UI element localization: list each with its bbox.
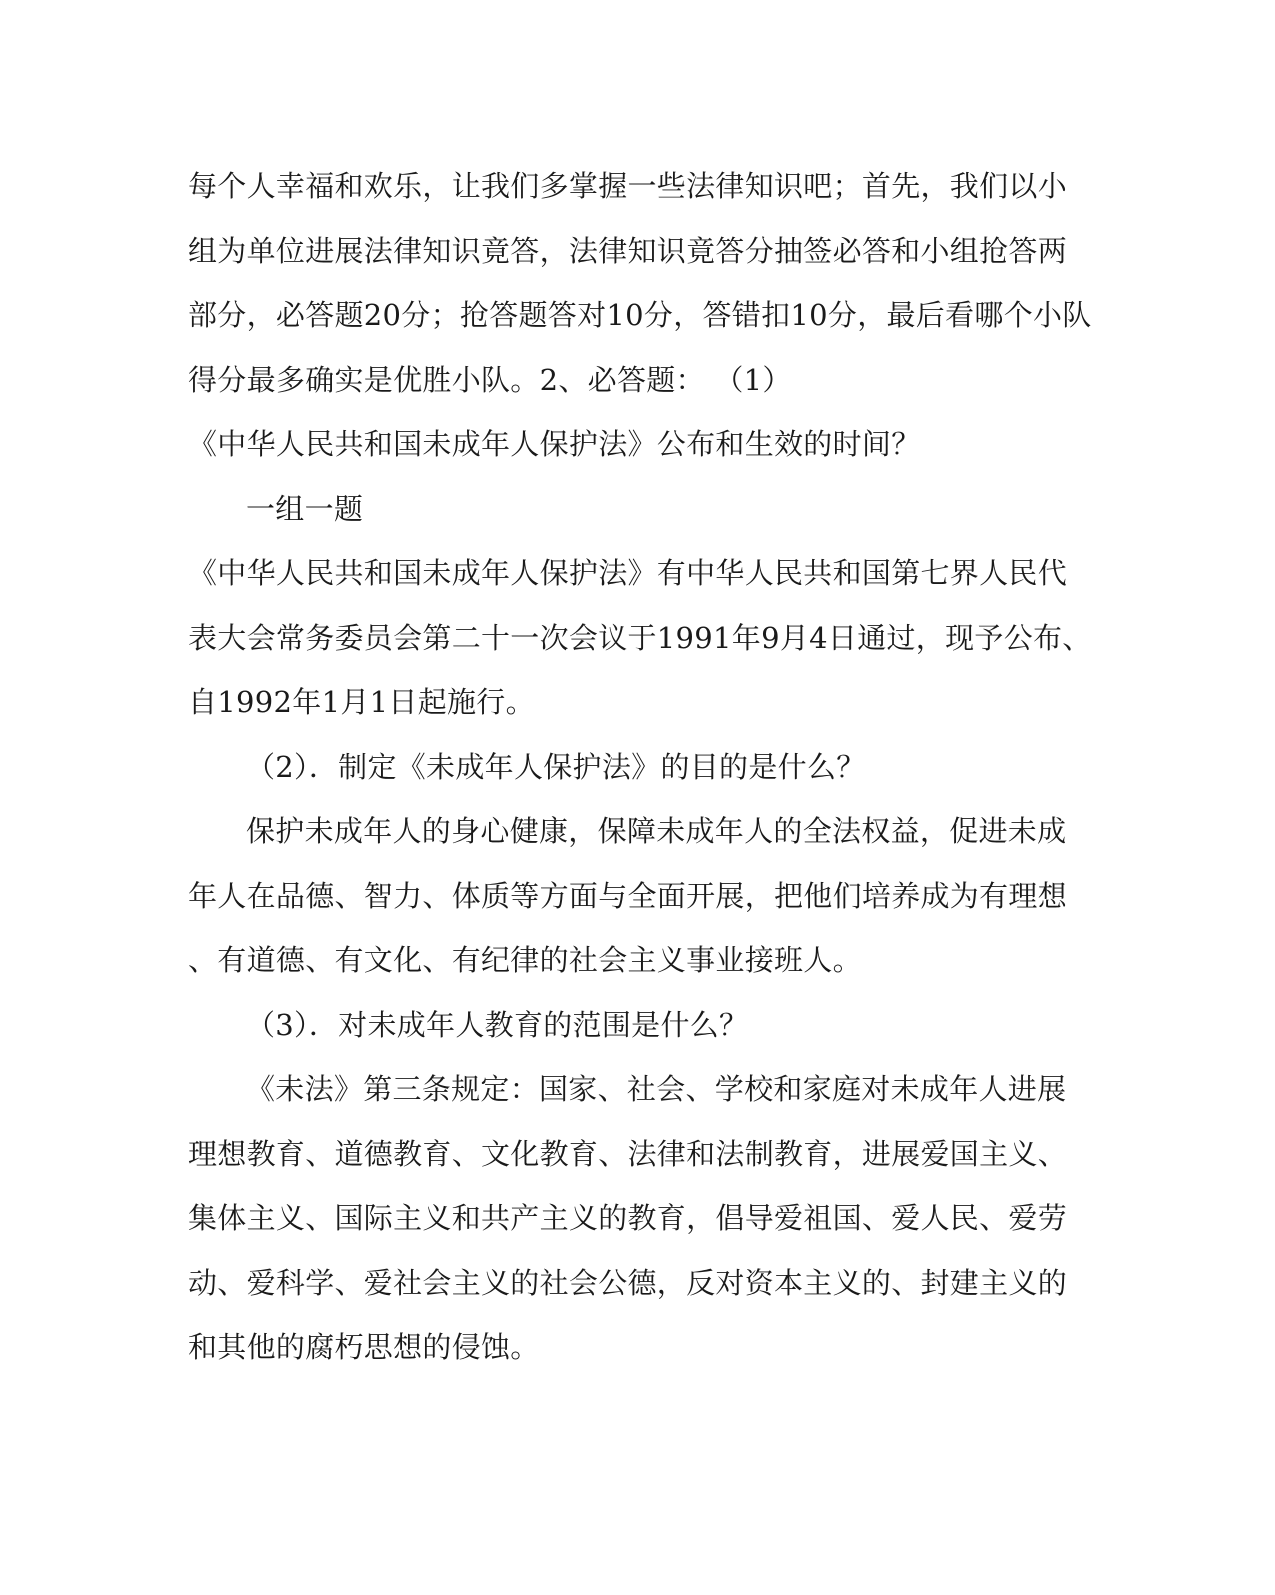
document-body [188, 154, 1092, 1380]
text-line: 集体主义、国际主义和共产主义的教育，倡导爱祖国、爱人民、爱劳 [188, 1201, 1068, 1235]
text-line: 组为单位进展法律知识竟答，法律知识竟答分抽签必答和小组抢答两 [188, 233, 1068, 268]
text-line: （2）．制定《未成年人保护法》的目的是什么？ [246, 749, 866, 784]
text-line: 每个人幸福和欢乐，让我们多掌握一些法律知识吧；首先，我们以小 [188, 169, 1068, 203]
text-line: 《中华人民共和国未成年人保护法》有中华人民共和国第七界人民代 [188, 556, 1068, 590]
text-line: 表大会常务委员会第二十一次会议于1991年9月4日通过，现予公布、 [188, 620, 1092, 655]
text-line: 《未法》第三条规定：国家、社会、学校和家庭对未成年人进展 [246, 1072, 1067, 1106]
text-line: 年人在品德、智力、体质等方面与全面开展，把他们培养成为有理想 [188, 878, 1068, 913]
text-line: 和其他的腐朽思想的侵蚀。 [188, 1330, 540, 1364]
text-line: 、有道德、有文化、有纪律的社会主义事业接班人。 [188, 943, 862, 977]
text-line: 一组一题 [246, 491, 364, 526]
text-line: 《中华人民共和国未成年人保护法》公布和生效的时间？ [188, 427, 921, 461]
text-line: 保护未成年人的身心健康，保障未成年人的全法权益，促进未成 [246, 814, 1067, 848]
text-line: 动、爱科学、爱社会主义的社会公德，反对资本主义的、封建主义的 [188, 1265, 1068, 1300]
text-line: 理想教育、道德教育、文化教育、法律和法制教育，进展爱国主义、 [188, 1136, 1068, 1171]
text-line: 部分，必答题20分；抢答题答对10分，答错扣10分，最后看哪个小队 [188, 298, 1092, 332]
text-line: （3）．对未成年人教育的范围是什么？ [246, 1007, 749, 1042]
text-line: 自1992年1月1日起施行。 [188, 685, 535, 719]
text-line: 得分最多确实是优胜小队。2、必答题： （1） [188, 362, 792, 397]
